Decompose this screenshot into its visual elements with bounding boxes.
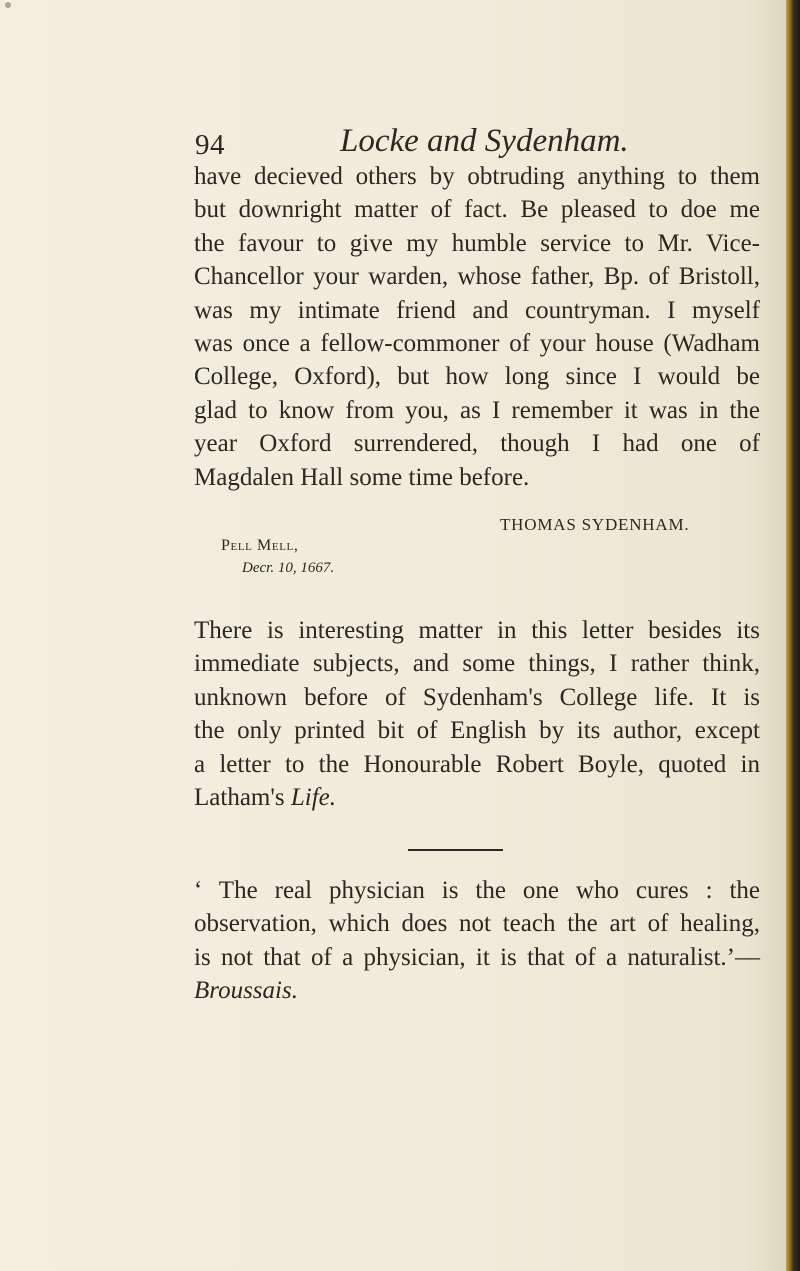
text-line: glad to know from you, as I remember it was in the <box>194 396 760 424</box>
text-fragment: Latham's <box>194 784 291 812</box>
text-line: immediate subjects, and some things, I rather think, <box>194 650 760 678</box>
text-line: the only printed bit of English by its author, except <box>194 717 760 745</box>
text-line: the favour to give my humble service to Mr. Vice- <box>194 229 760 257</box>
text-line: There is interesting matter in this letter besides its <box>194 617 760 644</box>
ink-speck <box>5 2 11 8</box>
text-line: have decieved others by obtruding anything to them <box>194 163 760 190</box>
letter-date: Decr. 10, 1667. <box>242 560 335 576</box>
commentary-paragraph <box>194 614 760 814</box>
text-line: College, Oxford), but how long since I would be <box>194 363 760 391</box>
text-line: Magdalen Hall some time before. <box>194 463 530 491</box>
text-line: year Oxford surrendered, though I had one of <box>194 430 760 458</box>
section-divider <box>408 849 503 851</box>
text-line: is not that of a physician, it is that of a naturalist.’— <box>194 943 760 971</box>
text-line: Chancellor your warden, whose father, Bp. of Bristoll, <box>194 263 760 291</box>
quote-attribution: Broussais. <box>194 977 298 1005</box>
text-line: observation, which does not teach the art of healing, <box>194 910 760 938</box>
page-number: 94 <box>195 129 225 161</box>
letter-signature: THOMAS SYDENHAM. <box>500 515 690 534</box>
text-line: was once a fellow-commoner of your house (Wadham <box>194 330 760 358</box>
italic-title: Life. <box>290 784 336 812</box>
text-line <box>194 781 760 814</box>
text-line: was my intimate friend and countryman. I myself <box>194 296 760 324</box>
text-line: a letter to the Honourable Robert Boyle, quoted in <box>194 750 760 778</box>
text-line: unknown before of Sydenham's College life. It is <box>194 683 760 711</box>
page-gutter-edge <box>786 0 800 1271</box>
quote-paragraph <box>194 874 760 1008</box>
letter-place: Pell Mell, <box>221 537 299 554</box>
text-line: but downright matter of fact. Be pleased to doe me <box>194 196 760 224</box>
running-title: Locke and Sydenham. <box>340 123 629 159</box>
letter-paragraph <box>194 160 760 494</box>
text-line: ‘ The real physician is the one who cures : the <box>194 877 760 904</box>
